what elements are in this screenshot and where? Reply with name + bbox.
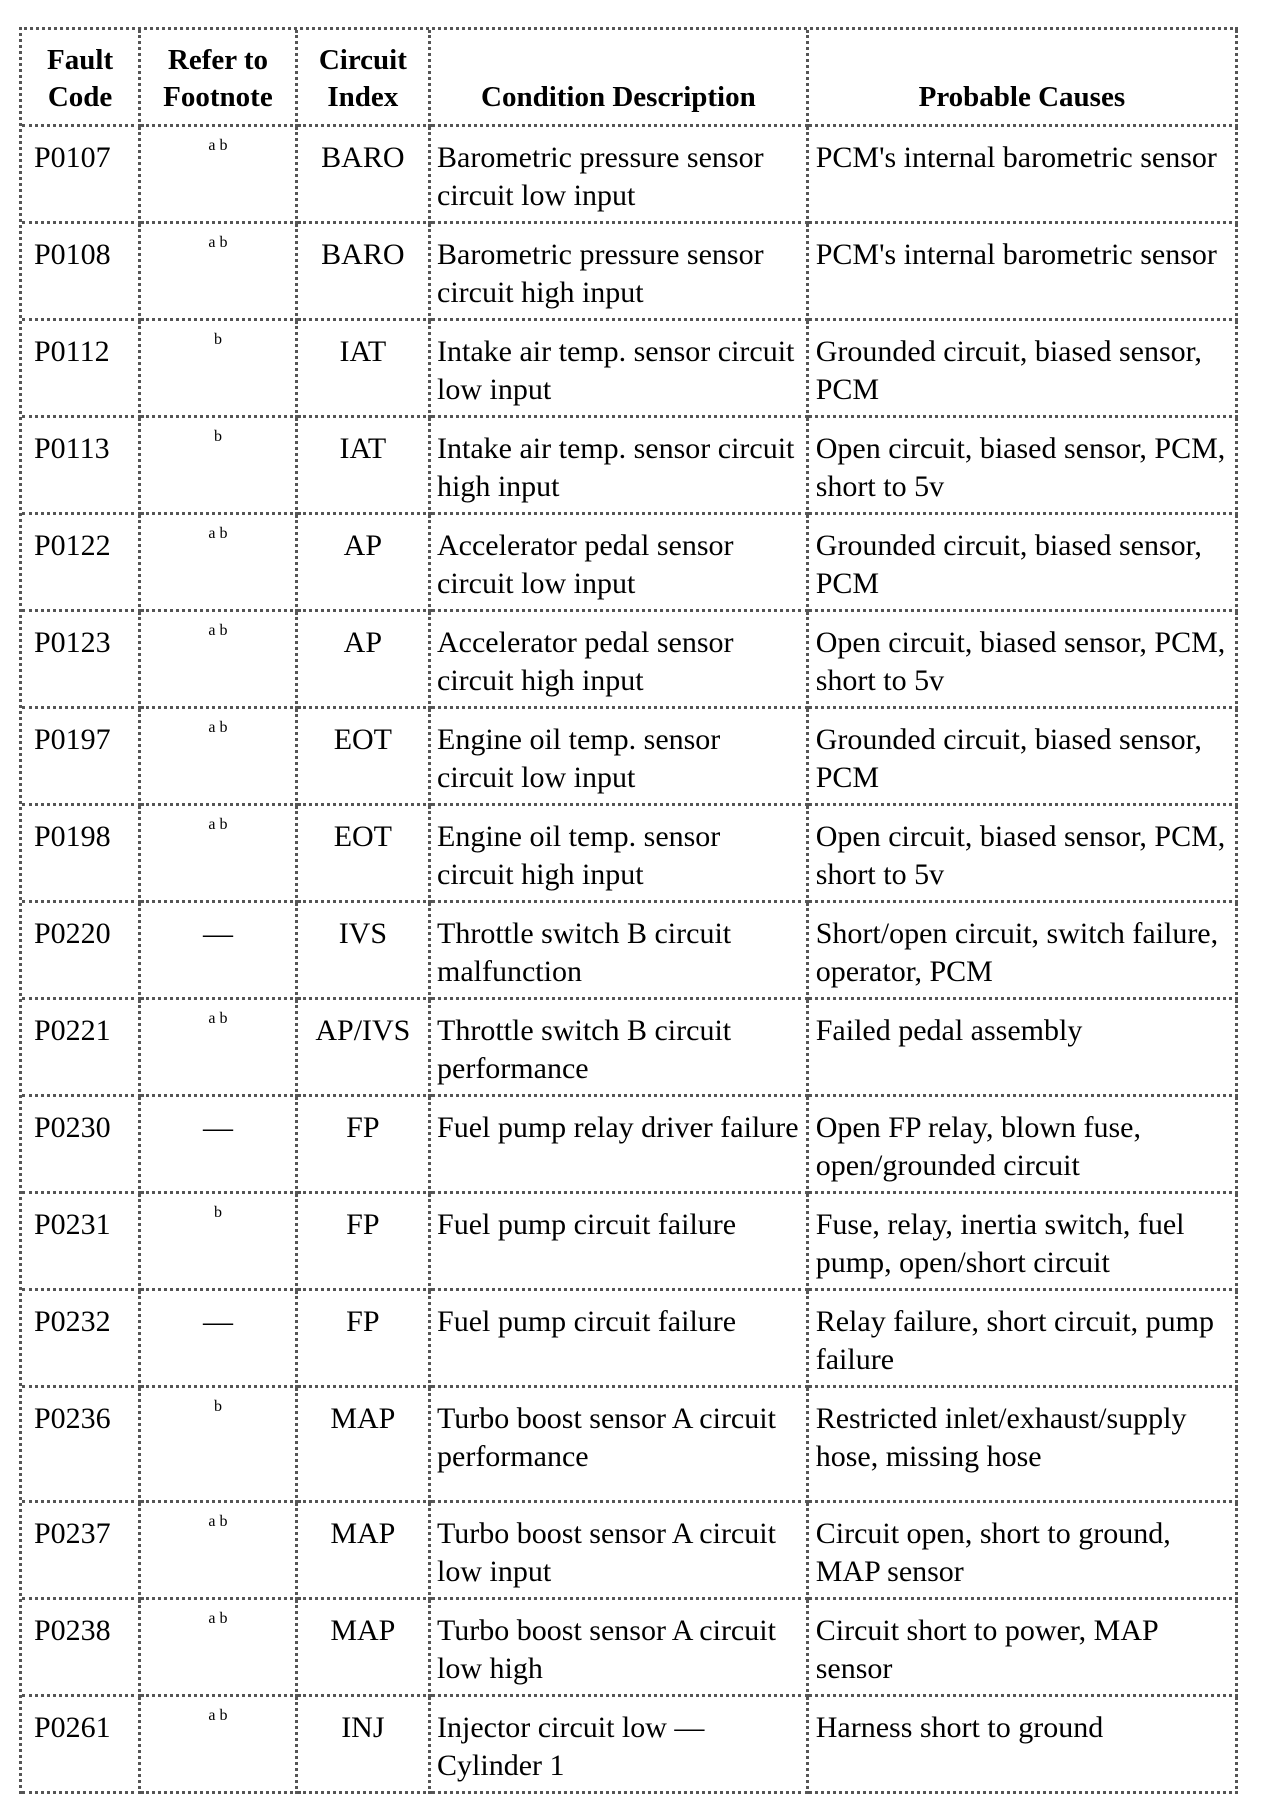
- footnote-cell: b: [141, 321, 298, 418]
- fault-code-cell: P0221: [22, 1000, 141, 1097]
- header-probable-causes: Probable Causes: [809, 30, 1238, 127]
- fault-code-cell: P0113: [22, 418, 141, 515]
- circuit-index-cell: AP: [298, 515, 431, 612]
- footnote-cell: a b: [141, 612, 298, 709]
- fault-code-cell: P0231: [22, 1194, 141, 1291]
- table-row: [22, 903, 1238, 1000]
- probable-causes-cell: Circuit short to power, MAP sensor: [809, 1600, 1238, 1697]
- condition-description-cell: Throttle switch B circuit performance: [431, 1000, 809, 1097]
- probable-causes-cell: Harness short to ground: [809, 1697, 1238, 1794]
- condition-description-cell: Engine oil temp. sensor circuit high input: [431, 806, 809, 903]
- circuit-index-cell: FP: [298, 1194, 431, 1291]
- table-body: [22, 127, 1238, 1794]
- circuit-index-cell: MAP: [298, 1600, 431, 1697]
- probable-causes-cell: Fuse, relay, inertia switch, fuel pump, open/short circuit: [809, 1194, 1238, 1291]
- footnote-cell: a b: [141, 1697, 298, 1794]
- probable-causes-cell: Restricted inlet/exhaust/supply hose, missing hose: [809, 1388, 1238, 1503]
- condition-description-cell: Intake air temp. sensor circuit low input: [431, 321, 809, 418]
- fault-code-cell: P0230: [22, 1097, 141, 1194]
- condition-description-cell: Turbo boost sensor A circuit low input: [431, 1503, 809, 1600]
- probable-causes-cell: Grounded circuit, biased sensor, PCM: [809, 515, 1238, 612]
- footnote-cell: a b: [141, 515, 298, 612]
- footnote-cell: —: [141, 903, 298, 1000]
- table-row: [22, 1000, 1238, 1097]
- circuit-index-cell: BARO: [298, 127, 431, 224]
- header-fault-code: Fault Code: [22, 30, 141, 127]
- fault-code-cell: P0236: [22, 1388, 141, 1503]
- footnote-cell: —: [141, 1291, 298, 1388]
- header-circuit-index: Circuit Index: [298, 30, 431, 127]
- footnote-cell: b: [141, 1194, 298, 1291]
- probable-causes-cell: PCM's internal barometric sensor: [809, 224, 1238, 321]
- footnote-cell: a b: [141, 224, 298, 321]
- footnote-cell: a b: [141, 806, 298, 903]
- footnote-cell: —: [141, 1097, 298, 1194]
- probable-causes-cell: Failed pedal assembly: [809, 1000, 1238, 1097]
- footnote-cell: a b: [141, 1503, 298, 1600]
- fault-code-table: [19, 27, 1238, 1794]
- fault-code-cell: P0107: [22, 127, 141, 224]
- table-row: [22, 1097, 1238, 1194]
- fault-code-cell: P0197: [22, 709, 141, 806]
- condition-description-cell: Turbo boost sensor A circuit low high: [431, 1600, 809, 1697]
- table-row: [22, 127, 1238, 224]
- fault-code-cell: P0237: [22, 1503, 141, 1600]
- condition-description-cell: Intake air temp. sensor circuit high input: [431, 418, 809, 515]
- fault-code-cell: P0261: [22, 1697, 141, 1794]
- probable-causes-cell: PCM's internal barometric sensor: [809, 127, 1238, 224]
- circuit-index-cell: BARO: [298, 224, 431, 321]
- fault-code-cell: P0108: [22, 224, 141, 321]
- condition-description-cell: Barometric pressure sensor circuit high input: [431, 224, 809, 321]
- probable-causes-cell: Open FP relay, blown fuse, open/grounded circuit: [809, 1097, 1238, 1194]
- fault-code-cell: P0112: [22, 321, 141, 418]
- fault-code-cell: P0238: [22, 1600, 141, 1697]
- table-row: [22, 418, 1238, 515]
- condition-description-cell: Fuel pump relay driver failure: [431, 1097, 809, 1194]
- condition-description-cell: Fuel pump circuit failure: [431, 1291, 809, 1388]
- condition-description-cell: Turbo boost sensor A circuit performance: [431, 1388, 809, 1503]
- probable-causes-cell: Open circuit, biased sensor, PCM, short to 5v: [809, 806, 1238, 903]
- probable-causes-cell: Short/open circuit, switch failure, operator, PCM: [809, 903, 1238, 1000]
- circuit-index-cell: INJ: [298, 1697, 431, 1794]
- table-row: [22, 321, 1238, 418]
- footnote-cell: b: [141, 418, 298, 515]
- condition-description-cell: Accelerator pedal sensor circuit high input: [431, 612, 809, 709]
- table-row: [22, 224, 1238, 321]
- probable-causes-cell: Open circuit, biased sensor, PCM, short to 5v: [809, 612, 1238, 709]
- table-row: [22, 1600, 1238, 1697]
- condition-description-cell: Fuel pump circuit failure: [431, 1194, 809, 1291]
- footnote-cell: a b: [141, 1000, 298, 1097]
- fault-code-cell: P0122: [22, 515, 141, 612]
- probable-causes-cell: Grounded circuit, biased sensor, PCM: [809, 709, 1238, 806]
- fault-code-cell: P0198: [22, 806, 141, 903]
- footnote-cell: a b: [141, 127, 298, 224]
- probable-causes-cell: Grounded circuit, biased sensor, PCM: [809, 321, 1238, 418]
- condition-description-cell: Throttle switch B circuit malfunction: [431, 903, 809, 1000]
- table-row: [22, 1388, 1238, 1503]
- footnote-cell: a b: [141, 709, 298, 806]
- circuit-index-cell: AP: [298, 612, 431, 709]
- table-row: [22, 806, 1238, 903]
- probable-causes-cell: Circuit open, short to ground, MAP sensor: [809, 1503, 1238, 1600]
- condition-description-cell: Accelerator pedal sensor circuit low input: [431, 515, 809, 612]
- header-footnote: Refer to Footnote: [141, 30, 298, 127]
- circuit-index-cell: MAP: [298, 1503, 431, 1600]
- circuit-index-cell: IVS: [298, 903, 431, 1000]
- probable-causes-cell: Relay failure, short circuit, pump failure: [809, 1291, 1238, 1388]
- fault-code-cell: P0123: [22, 612, 141, 709]
- circuit-index-cell: AP/IVS: [298, 1000, 431, 1097]
- circuit-index-cell: FP: [298, 1291, 431, 1388]
- header-condition-description: Condition Description: [431, 30, 809, 127]
- footnote-cell: a b: [141, 1600, 298, 1697]
- probable-causes-cell: Open circuit, biased sensor, PCM, short to 5v: [809, 418, 1238, 515]
- condition-description-cell: Engine oil temp. sensor circuit low input: [431, 709, 809, 806]
- table-row: [22, 1503, 1238, 1600]
- circuit-index-cell: IAT: [298, 321, 431, 418]
- circuit-index-cell: EOT: [298, 806, 431, 903]
- fault-code-cell: P0220: [22, 903, 141, 1000]
- condition-description-cell: Barometric pressure sensor circuit low input: [431, 127, 809, 224]
- footnote-cell: b: [141, 1388, 298, 1503]
- table-row: [22, 709, 1238, 806]
- fault-code-cell: P0232: [22, 1291, 141, 1388]
- table-row: [22, 612, 1238, 709]
- circuit-index-cell: EOT: [298, 709, 431, 806]
- condition-description-cell: Injector circuit low — Cylinder 1: [431, 1697, 809, 1794]
- circuit-index-cell: MAP: [298, 1388, 431, 1503]
- table-row: [22, 515, 1238, 612]
- circuit-index-cell: IAT: [298, 418, 431, 515]
- table-row: [22, 1697, 1238, 1794]
- header-row: [22, 30, 1238, 127]
- table-row: [22, 1194, 1238, 1291]
- circuit-index-cell: FP: [298, 1097, 431, 1194]
- table-row: [22, 1291, 1238, 1388]
